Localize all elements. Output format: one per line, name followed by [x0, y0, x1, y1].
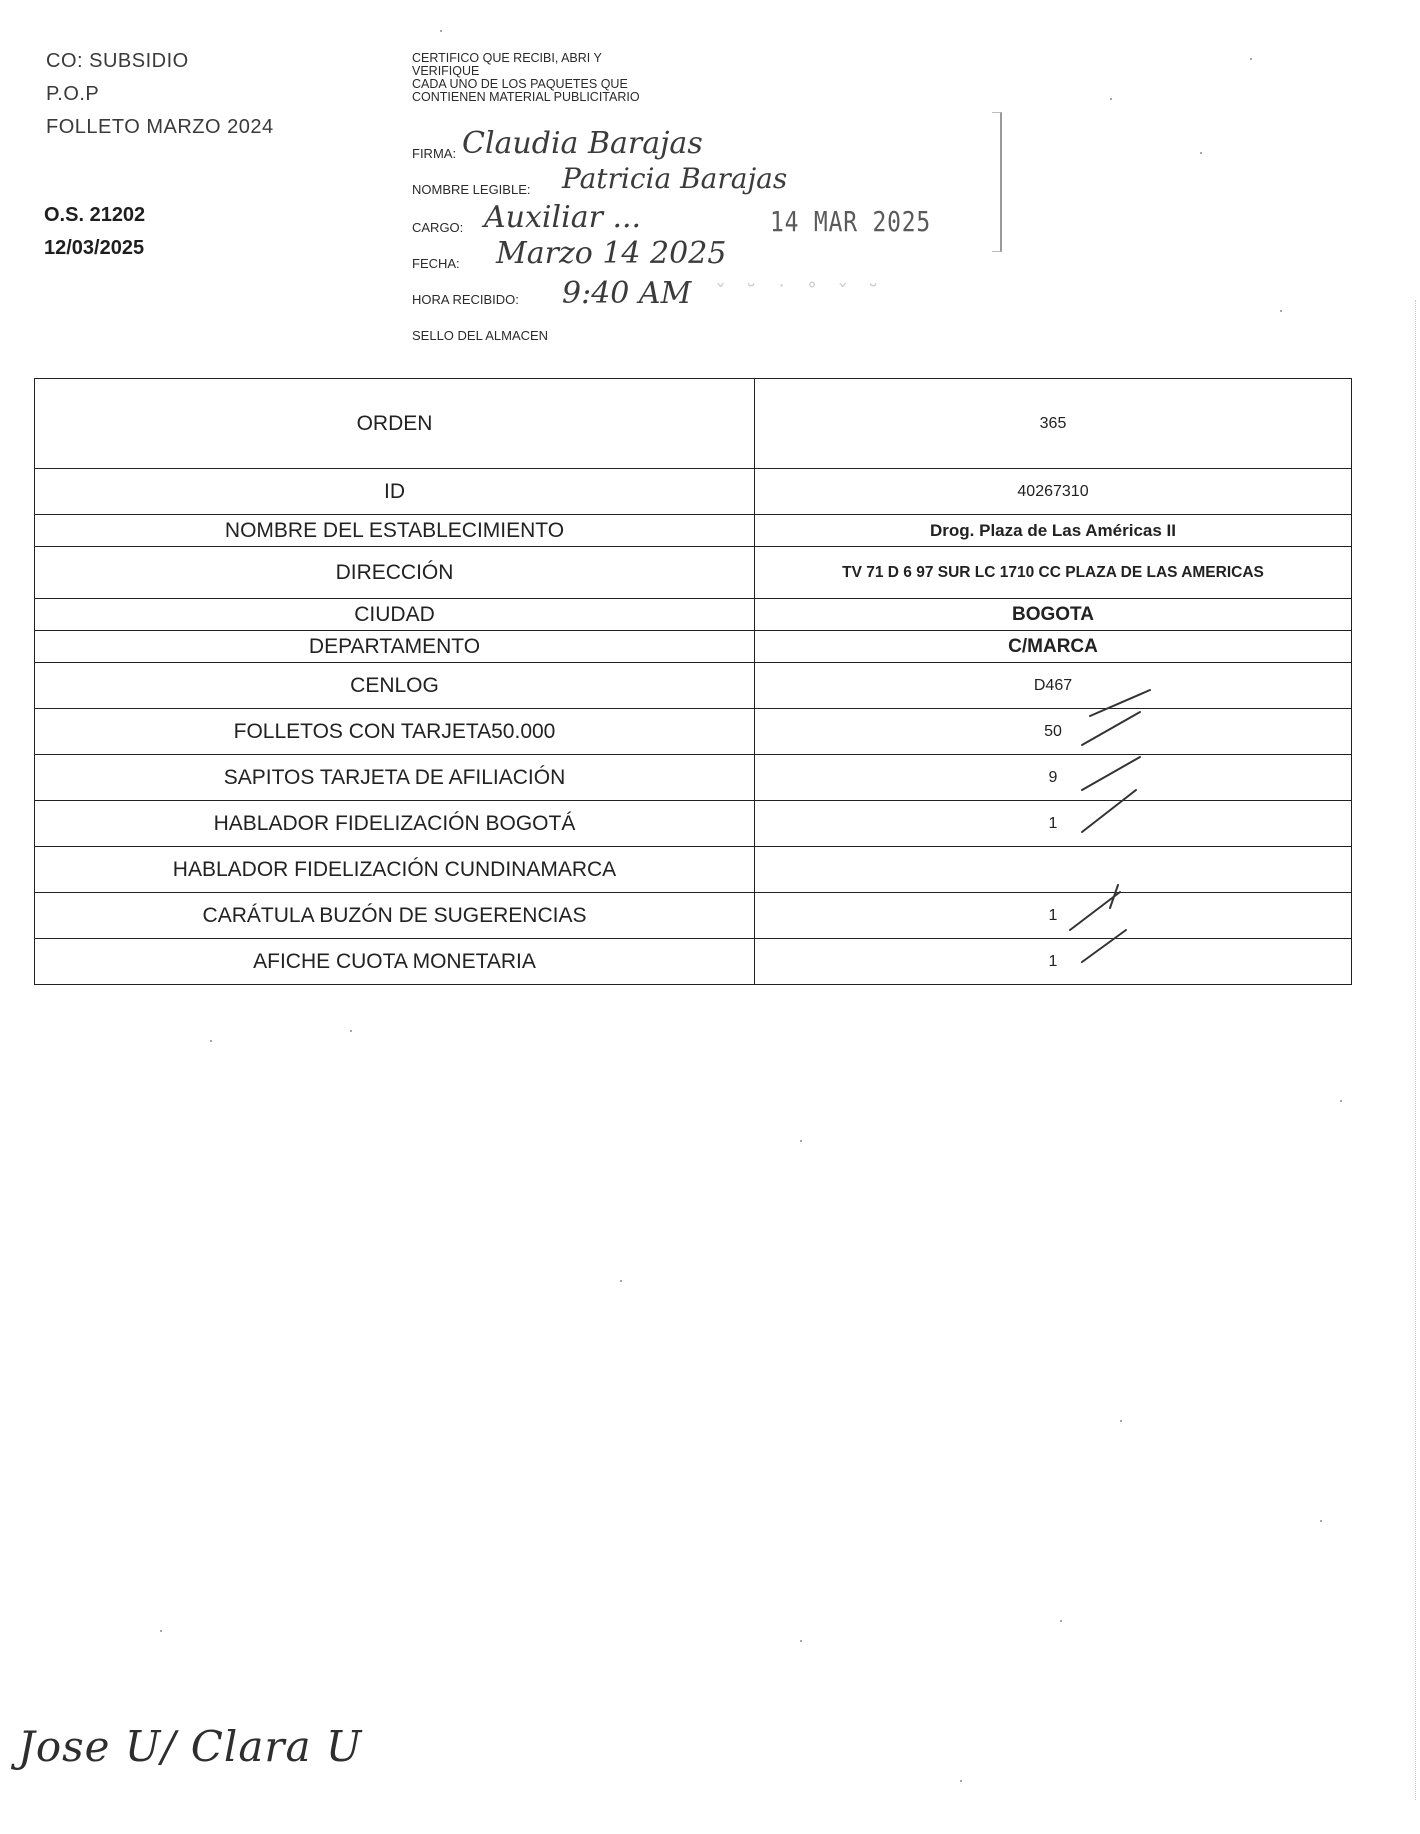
- table-row-establishment: [35, 515, 1352, 547]
- bottom-handwritten-note: Jose U/ Clara U: [18, 1722, 363, 1771]
- scan-speck: [620, 1280, 622, 1282]
- cert-line-1: CERTIFICO QUE RECIBI, ABRI Y: [412, 51, 602, 65]
- service-order-block: [44, 204, 145, 270]
- scan-speck: [1200, 152, 1202, 154]
- received-stamp-date: 14 MAR 2025: [770, 205, 932, 238]
- table-row-department: [35, 631, 1352, 663]
- row-value: C/MARCA: [755, 631, 1352, 663]
- row-value: BOGOTA: [755, 599, 1352, 631]
- nombre-label: NOMBRE LEGIBLE:: [412, 182, 531, 197]
- sello-label: SELLO DEL ALMACEN: [412, 328, 549, 343]
- row-label: HABLADOR FIDELIZACIÓN BOGOTÁ: [35, 801, 755, 847]
- row-value: 40267310: [755, 469, 1352, 515]
- table-row-hablador-cundinamarca: [35, 847, 1352, 893]
- row-value: 1: [755, 939, 1352, 985]
- scan-speck: [350, 1030, 352, 1032]
- stamp-border: [992, 112, 1002, 252]
- scan-speck: [1250, 58, 1252, 60]
- cert-line-2: VERIFIQUE: [412, 64, 480, 78]
- client-line: CO: SUBSIDIO: [46, 50, 189, 72]
- scan-speck: [1340, 1100, 1342, 1102]
- handwritten-position: Auxiliar ...: [484, 200, 642, 235]
- row-value: [755, 847, 1352, 893]
- scan-edge-line: [1414, 300, 1416, 1800]
- service-order-number: O.S. 21202: [44, 204, 146, 226]
- cargo-label: CARGO:: [412, 220, 464, 235]
- service-order-date: 12/03/2025: [44, 237, 145, 259]
- pop-line: P.O.P: [46, 83, 100, 105]
- scan-speck: [160, 1630, 162, 1632]
- cert-line-4: CONTIENEN MATERIAL PUBLICITARIO: [412, 90, 640, 104]
- row-label: CENLOG: [35, 663, 755, 709]
- certification-text: [412, 52, 742, 104]
- hora-label: HORA RECIBIDO:: [412, 292, 519, 307]
- handwritten-signature: Claudia Barajas: [462, 126, 703, 161]
- handwritten-time: 9:40 AM: [562, 276, 692, 311]
- table-row-address: [35, 547, 1352, 599]
- row-label: NOMBRE DEL ESTABLECIMIENTO: [35, 515, 755, 547]
- table-row-brochures: [35, 709, 1352, 755]
- row-label: ID: [35, 469, 755, 515]
- row-label: DIRECCIÓN: [35, 547, 755, 599]
- row-value: 1: [755, 801, 1352, 847]
- row-label: SAPITOS TARJETA DE AFILIACIÓN: [35, 755, 755, 801]
- row-value: D467: [755, 663, 1352, 709]
- scan-speck: [1060, 1620, 1062, 1622]
- row-label: CARÁTULA BUZÓN DE SUGERENCIAS: [35, 893, 755, 939]
- row-value: Drog. Plaza de Las Américas II: [755, 515, 1352, 547]
- row-value: 50: [755, 709, 1352, 755]
- delivery-table: [34, 378, 1352, 985]
- table-row-afiche: [35, 939, 1352, 985]
- table-row-cenlog: [35, 663, 1352, 709]
- faded-stamp-mark: ˇ ˘ ˙ ˚ ˇ ˘: [714, 282, 882, 307]
- row-value: 365: [755, 379, 1352, 469]
- scan-speck: [960, 1780, 962, 1782]
- row-label: HABLADOR FIDELIZACIÓN CUNDINAMARCA: [35, 847, 755, 893]
- scan-speck: [440, 30, 442, 32]
- scan-speck: [1120, 1420, 1122, 1422]
- table-row-hablador-bogota: [35, 801, 1352, 847]
- scan-speck: [210, 1040, 212, 1042]
- table-row-orden: [35, 379, 1352, 469]
- handwritten-date: Marzo 14 2025: [496, 236, 727, 271]
- campaign-header: [46, 50, 274, 149]
- table-row-city: [35, 599, 1352, 631]
- firma-label: FIRMA:: [412, 146, 457, 161]
- scan-speck: [800, 1640, 802, 1642]
- row-label: FOLLETOS CON TARJETA50.000: [35, 709, 755, 755]
- fecha-label: FECHA:: [412, 256, 460, 271]
- row-label: CIUDAD: [35, 599, 755, 631]
- row-value: 9: [755, 755, 1352, 801]
- brochure-line: FOLLETO MARZO 2024: [46, 116, 274, 138]
- cert-line-3: CADA UNO DE LOS PAQUETES QUE: [412, 77, 628, 91]
- handwritten-name: Patricia Barajas: [562, 162, 788, 195]
- table-row-sapitos: [35, 755, 1352, 801]
- scan-speck: [800, 1140, 802, 1142]
- table-row-id: [35, 469, 1352, 515]
- row-label: AFICHE CUOTA MONETARIA: [35, 939, 755, 985]
- row-value: TV 71 D 6 97 SUR LC 1710 CC PLAZA DE LAS AMERICAS: [755, 547, 1352, 599]
- row-label: DEPARTAMENTO: [35, 631, 755, 663]
- row-value: 1: [755, 893, 1352, 939]
- row-label: ORDEN: [35, 379, 755, 469]
- scan-speck: [1320, 1520, 1322, 1522]
- table-row-caratula: [35, 893, 1352, 939]
- scan-speck: [1280, 310, 1282, 312]
- scan-speck: [1110, 98, 1112, 100]
